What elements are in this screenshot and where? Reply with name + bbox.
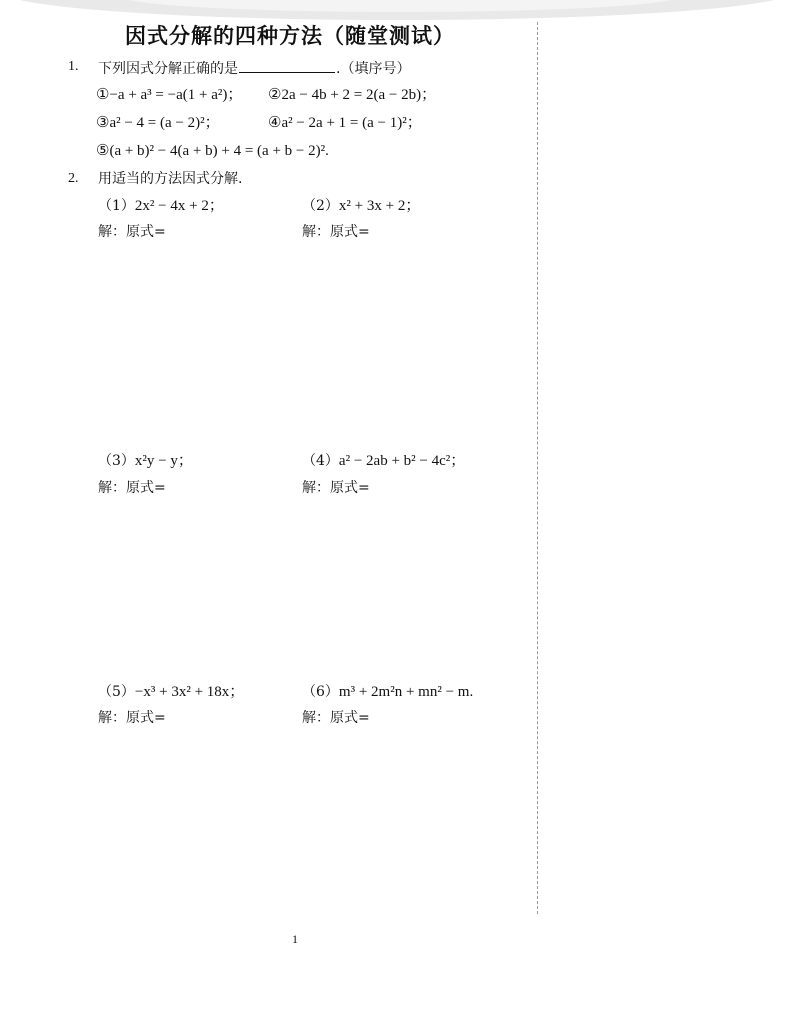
q2-part-5 [98,683,244,701]
q2-part-5-answer[interactable]: 解：原式= [98,710,166,726]
q2-part-4-answer[interactable]: 解：原式= [302,480,370,496]
page-title: 因式分解的四种方法（随堂测试） [125,24,455,48]
q2-part-6-answer[interactable]: 解：原式= [302,710,370,726]
q1-option-1: ①−a + a³ = −a(1 + a²)； [96,87,243,103]
column-divider [537,22,538,914]
part-expression: 2x² − 4x + 2； [134,198,224,214]
q2-number: 2. [68,171,79,186]
q2-part-3-answer[interactable]: 解：原式= [98,480,166,496]
q1-option-4: ④a² − 2a + 1 = (a − 1)²； [268,115,422,131]
q1-stem-text: 下列因式分解正确的是 [98,61,238,77]
q1-stem [98,58,410,78]
part-label: （4） [302,453,339,469]
q1-stem-suffix: .（填序号） [336,61,411,77]
part-expression: m³ + 2m²n + mn² − m. [338,684,474,700]
q2-part-2-answer[interactable]: 解：原式= [302,224,370,240]
part-label: （5） [98,684,135,700]
part-expression: x²y − y； [134,453,193,469]
q1-option-2: ②2a − 4b + 2 = 2(a − 2b)； [268,87,437,103]
q2-part-1 [98,197,224,215]
q2-part-2 [302,197,420,215]
q2-part-3 [98,452,193,470]
part-expression: a² − 2ab + b² − 4c²； [338,453,466,469]
q2-stem: 用适当的方法因式分解. [98,171,243,187]
q1-option-3: ③a² − 4 = (a − 2)²； [96,115,220,131]
part-label: （2） [302,198,339,214]
part-expression: x² + 3x + 2； [338,198,421,214]
q1-option-5: ⑤(a + b)² − 4(a + b) + 4 = (a + b − 2)². [96,143,329,159]
q2-part-6 [302,683,473,701]
answer-blank[interactable] [239,58,335,73]
part-label: （6） [302,684,339,700]
q2-part-4 [302,452,465,470]
q2-part-1-answer[interactable]: 解：原式= [98,224,166,240]
q1-number: 1. [68,59,79,74]
part-label: （1） [98,198,135,214]
page-number: 1 [292,932,298,946]
part-label: （3） [98,453,135,469]
part-expression: −x³ + 3x² + 18x； [134,684,245,700]
